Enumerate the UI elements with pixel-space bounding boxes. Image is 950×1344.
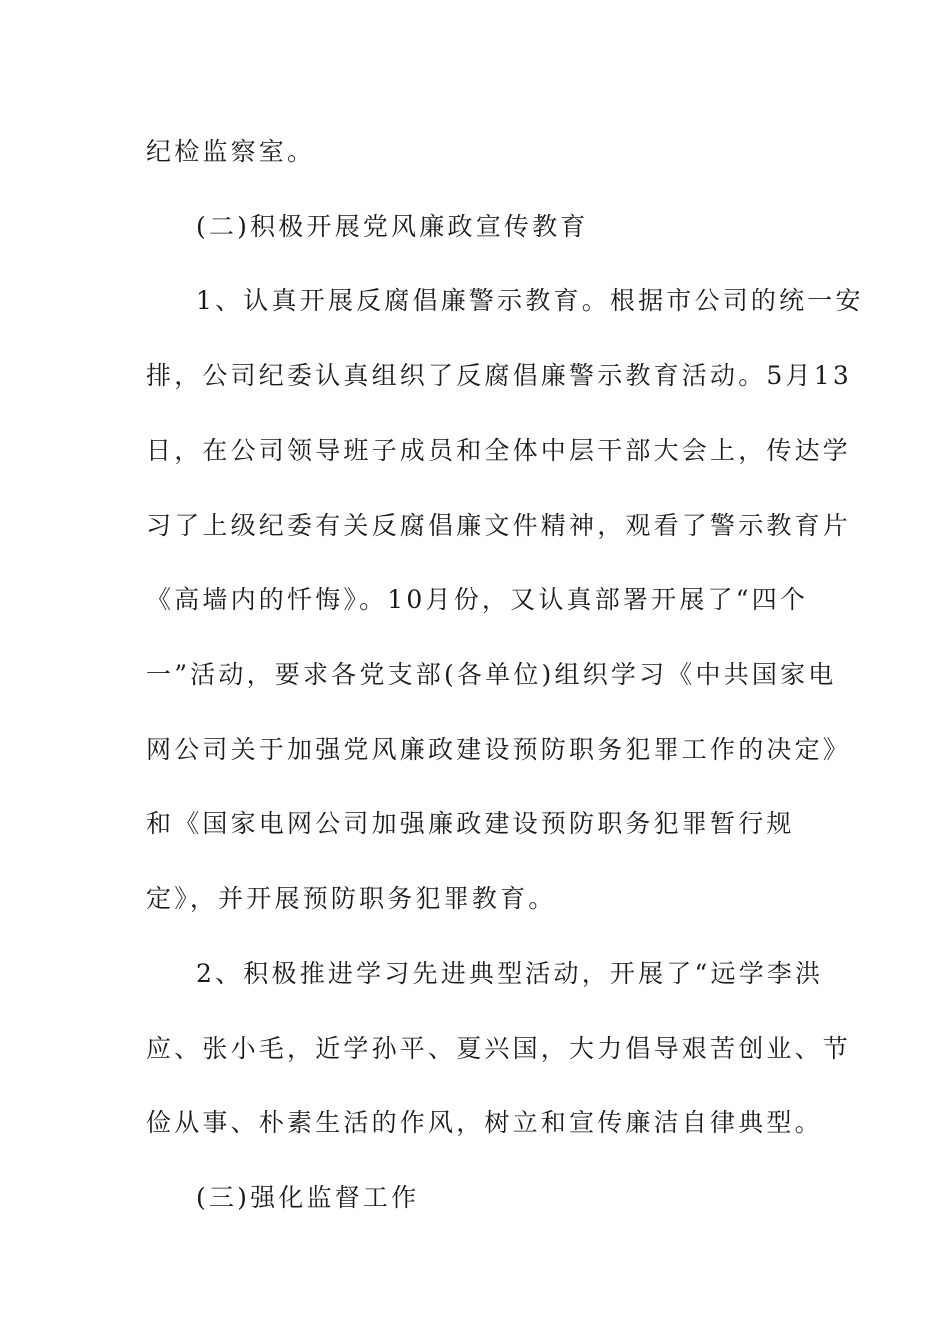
paragraph-line: 俭从事、朴素生活的作风，树立和宣传廉洁自律典型。 xyxy=(146,1108,823,1137)
paragraph-line: 一”活动，要求各党支部(各单位)组织学习《中共国家电 xyxy=(146,660,837,689)
paragraph-line: 排，公司纪委认真组织了反腐倡廉警示教育活动。5月13 xyxy=(146,361,852,390)
paragraph-line: 网公司关于加强党风廉政建设预防职务犯罪工作的决定》 xyxy=(146,735,852,764)
section-heading: (二)积极开展党风廉政宣传教育 xyxy=(196,212,589,241)
paragraph-line: 日，在公司领导班子成员和全体中层干部大会上，传达学 xyxy=(146,436,852,465)
section-heading: (三)强化监督工作 xyxy=(196,1183,420,1212)
paragraph-line: 2、积极推进学习先进典型活动，开展了“远学李洪 xyxy=(196,959,824,988)
paragraph-line: 纪检监察室。 xyxy=(146,137,316,166)
paragraph-line: 和《国家电网公司加强廉政建设预防职务犯罪暂行规 xyxy=(146,809,795,838)
paragraph-line: 1、认真开展反腐倡廉警示教育。根据市公司的统一安 xyxy=(196,286,864,315)
paragraph-line: 《高墙内的忏悔》。10月份，又认真部署开展了“四个 xyxy=(146,585,809,614)
paragraph-line: 应、张小毛，近学孙平、夏兴国，大力倡导艰苦创业、节 xyxy=(146,1034,852,1063)
paragraph-line: 定》，并开展预防职务犯罪教育。 xyxy=(146,884,557,913)
paragraph-line: 习了上级纪委有关反腐倡廉文件精神，观看了警示教育片 xyxy=(146,511,852,540)
